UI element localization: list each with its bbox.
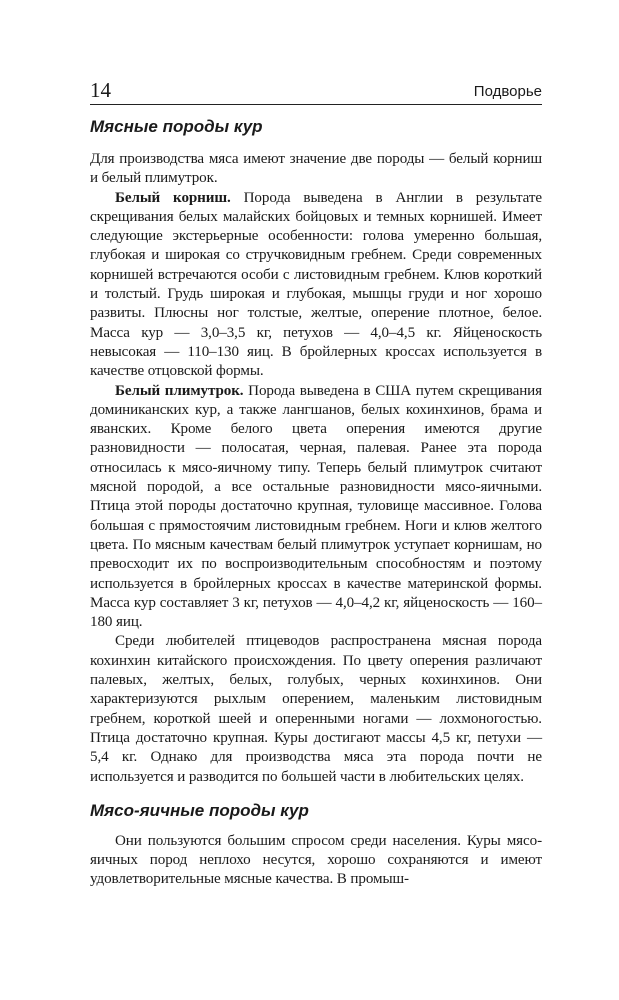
header-rule [90,104,542,105]
term-white-plymouth-rock: Белый плимутрок. [115,382,244,399]
paragraph-white-cornish-text: Порода выведена в Англии в результате скрещивания белых малайских бойцовых и темных корнишей. Имеет следующие экстерьерные особенности: голова умеренно большая, глубокая и широкая со стручковидным гребнем. Среди современных корнишей встречаются особи с листовидным гребнем. Клюв короткий и толстый. Грудь широкая и глубокая, мышцы груди и ног хорошо развиты. Плюсны ног толстые, желтые, оперение плотное, белое. Масса кур — 3,0–3,5 кг, петухов — 4,0–4,5 кг. Яйценоскость невысокая — 110–130 яиц. В бройлерных кроссах используется в качестве отцовской формы. [90,189,542,380]
paragraph-white-cornish [90,189,542,382]
page-header [90,78,542,104]
term-white-cornish: Белый корниш. [115,189,231,206]
section-heading-meat-egg-breeds: Мясо-яичные породы кур [90,800,309,820]
paragraph-meat-egg-intro: Они пользуются большим спросом среди населения. Куры мясо-яичных пород неплохо несутся, хорошо сохраняются и имеют удовлетворительные мясные качества. В промыш- [90,832,542,888]
page-number: 14 [90,78,111,102]
paragraph-white-plymouth-rock [90,382,542,633]
paragraph-intro: Для производства мяса имеют значение две породы — белый корниш и белый плимутрок. [90,151,542,187]
paragraph-white-plymouth-rock-text: Порода выведена в США путем скрещивания доминиканских кур, а также лангшанов, белых кохинхинов, брама и яванских. Кроме белого цвета оперения имеются другие разновидности — полосатая, черная, палевая. Ранее эта порода относилась к мясо-яичному типу. Теперь белый плимутрок считают мясной породой, а все остальные разновидности мясо-яичными. Птица этой породы достаточно крупная, туловище массивное. Голова большая с прямостоячим листовидным гребнем. Ноги и клюв желтого цвета. По мясным качествам белый плимутрок уступает корнишам, но превосходит их по воспроизводительным способностям и поэтому используется в бройлерных кроссах в качестве материнской формы. Масса кур составляет 3 кг, петухов — 4,0–4,2 кг, яйценоскость — 160–180 яиц. [90,382,542,631]
page-body [90,116,542,890]
paragraph-cochin: Среди любителей птицеводов распространена мясная порода кохинхин китайского происхождения. По цвету оперения различают палевых, желтых, белых, голубых, черных кохинхинов. Они характеризуются рыхлым оперением, маленьким листовидным гребнем, короткой шеей и оперенными ногами — лохмоногостью. Птица достаточно крупная. Куры достигают массы 4,5 кг, петухи — 5,4 кг. Однако для производства мяса эта порода почти не используется и разводится по большей части в любительских целях. [90,633,542,785]
running-title: Подворье [473,83,542,100]
section-heading-meat-breeds: Мясные породы кур [90,117,263,136]
